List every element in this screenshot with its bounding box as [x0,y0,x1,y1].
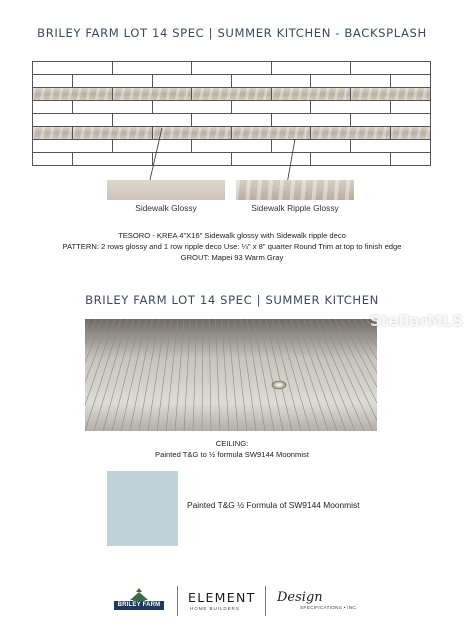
tile [33,127,73,140]
tile [391,75,431,88]
glossy-tile-row [33,153,431,166]
tile [351,62,431,75]
tile [311,75,390,88]
tile [311,127,390,140]
tile [153,75,232,88]
tile [33,101,73,114]
ceiling-label: CEILING: [215,439,249,448]
backsplash-title: BRILEY FARM LOT 14 SPEC | SUMMER KITCHEN - BACKSPLASH [37,26,427,40]
tile [311,153,390,166]
tile [73,127,152,140]
tile [351,88,431,101]
tile [33,153,73,166]
tile [73,101,152,114]
tile [33,140,113,153]
tile [33,62,113,75]
ceiling-photo [85,319,377,431]
tile-spec-line: TESORO - KREA 4"X16" Sidewalk glossy with Sidewalk ripple deco [118,231,346,240]
tile [351,114,431,127]
glossy-tile-row [33,62,431,75]
tile [33,75,73,88]
ripple-tile-row [33,88,431,101]
glossy-tile-row [33,101,431,114]
logo-divider [177,586,178,616]
tile [232,127,311,140]
element-logo-name: ELEMENT [188,590,256,605]
sidewalk-glossy-swatch [107,180,225,200]
glossy-tile-row [33,140,431,153]
tile [272,140,352,153]
tile-layout-diagram [32,61,431,166]
glossy-tile-row [33,114,431,127]
tile [192,140,272,153]
tile [232,75,311,88]
tile [113,140,193,153]
tile [391,127,431,140]
grout-spec-line: GROUT: Mapei 93 Warm Gray [180,253,284,262]
pattern-spec-line: PATTERN: 2 rows glossy and 1 row ripple deco Use: ¼" x 8" quarter Round Trim at top to finish edge [62,242,402,251]
tile [391,101,431,114]
tile [232,153,311,166]
sidewalk-ripple-swatch [236,180,354,200]
tile [272,114,352,127]
design-logo-sub: SPECIFICATIONS • INC. [300,605,358,610]
tile [33,88,113,101]
briley-farm-logo-text: BRILEY FARM [114,601,164,610]
tile [113,88,193,101]
tile [232,101,311,114]
logo-divider [265,586,266,616]
tile [192,62,272,75]
sidewalk-ripple-label: Sidewalk Ripple Glossy [251,203,339,213]
moonmist-paint-swatch [107,471,178,546]
tile [113,114,193,127]
tile [311,101,390,114]
tile [272,62,352,75]
design-logo-name: Design [277,590,323,605]
paint-swatch-label: Painted T&G ½ Formula of SW9144 Moonmist [187,500,360,510]
briley-farm-logo-icon [116,584,162,616]
tile [153,127,232,140]
ceiling-spec: Painted T&G to ½ formula SW9144 Moonmist [155,450,309,459]
tile [153,153,232,166]
mls-watermark: StellarMLS [370,312,464,330]
tile [351,140,431,153]
tile [391,153,431,166]
tile [192,114,272,127]
element-logo-sub: HOME BUILDERS [190,606,240,611]
kitchen-title: BRILEY FARM LOT 14 SPEC | SUMMER KITCHEN [85,293,379,307]
tile [73,153,152,166]
tile [73,75,152,88]
tile [192,88,272,101]
ripple-tile-row [33,127,431,140]
tile [272,88,352,101]
glossy-tile-row [33,75,431,88]
sidewalk-glossy-label: Sidewalk Glossy [135,203,197,213]
tile [33,114,113,127]
tile [153,101,232,114]
tile [113,62,193,75]
